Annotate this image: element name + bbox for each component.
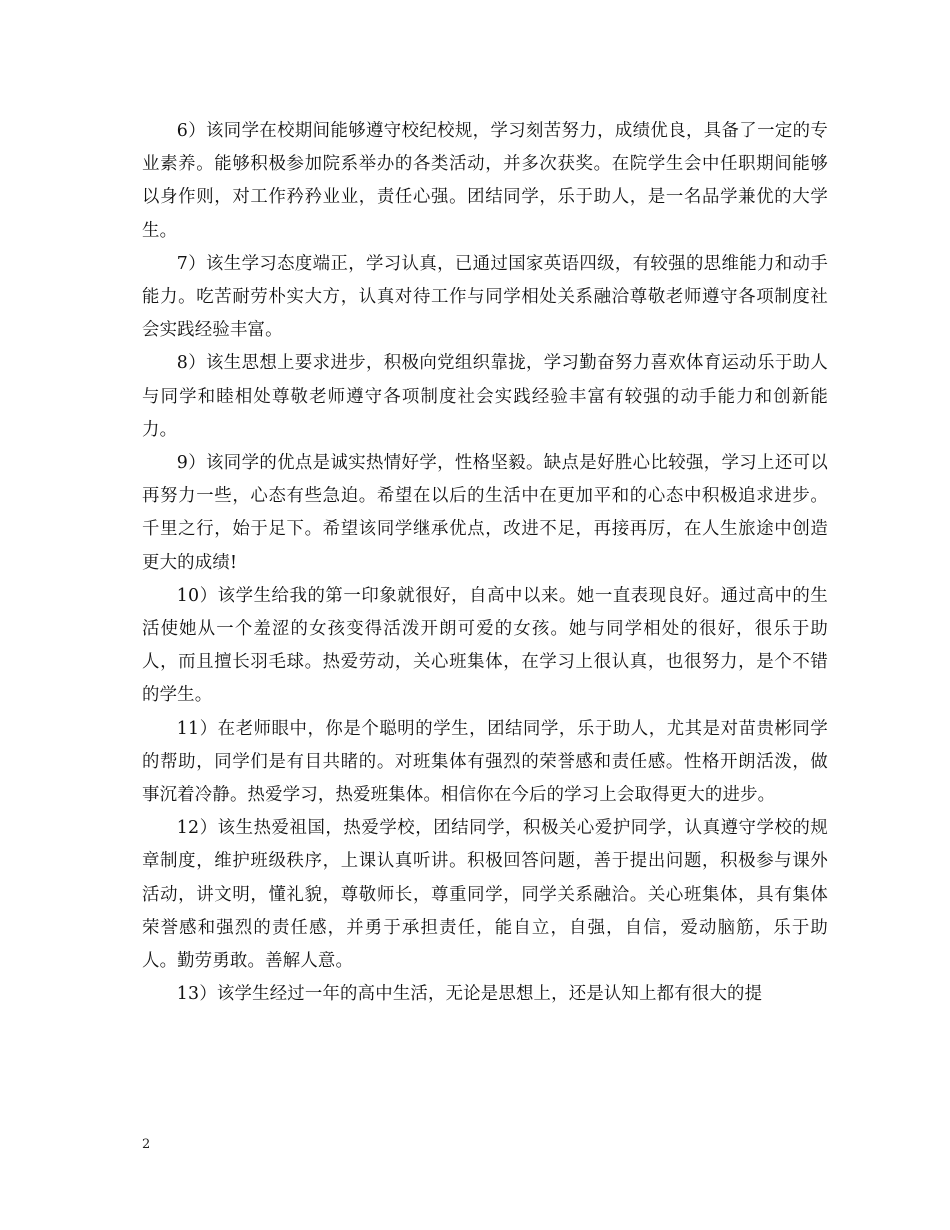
paragraph-11: 11）在老师眼中，你是个聪明的学生，团结同学，乐于助人，尤其是对苗贵彬同学的帮助，同学们是有目共睹的。对班集体有强烈的荣誉感和责任感。性格开朗活泼，做事沉着冷静。热爱学习，热爱班集体。相信你在今后的学习上会取得更大的进步。 [142,718,828,806]
paragraph-10: 10）该学生给我的第一印象就很好，自高中以来。她一直表现良好。通过高中的生活使她从一个羞涩的女孩变得活泼开朗可爱的女孩。她与同学相处的很好，很乐于助人，而且擅长羽毛球。热爱劳动，关心班集体，在学习上很认真，也很努力，是个不错的学生。 [142,585,828,706]
page-number: 2 [142,1137,151,1152]
paragraph-12: 12）该生热爱祖国，热爱学校，团结同学，积极关心爱护同学，认真遵守学校的规章制度，维护班级秩序，上课认真听讲。积极回答问题，善于提出问题，积极参与课外活动，讲文明，懂礼貌，尊敬师长，尊重同学，同学关系融洽。关心班集体，具有集体荣誉感和强烈的责任感，并勇于承担责任，能自立，自强，自信，爱动脑筋，乐于助人。勤劳勇敢。善解人意。 [142,818,828,972]
document-body [142,115,828,1011]
paragraph-6: 6）该同学在校期间能够遵守校纪校规，学习刻苦努力，成绩优良，具备了一定的专业素养。能够积极参加院系举办的各类活动，并多次获奖。在院学生会中任职期间能够以身作则，对工作矜矜业业，责任心强。团结同学，乐于助人，是一名品学兼优的大学生。 [142,121,828,241]
paragraph-13: 13）该学生经过一年的高中生活，无论是思想上，还是认知上都有很大的提 [176,984,763,1005]
paragraph-8: 8）该生思想上要求进步，积极向党组织靠拢，学习勤奋努力喜欢体育运动乐于助人与同学和睦相处尊敬老师遵守各项制度社会实践经验丰富有较强的动手能力和创新能力。 [142,353,828,440]
paragraph-9: 9）该同学的优点是诚实热情好学，性格坚毅。缺点是好胜心比较强，学习上还可以再努力一些，心态有些急迫。希望在以后的生活中在更加平和的心态中积极追求进步。千里之行，始于足下。希望该同学继承优点，改进不足，再接再厉，在人生旅途中创造更大的成绩! [142,453,828,573]
paragraph-7: 7）该生学习态度端正，学习认真，已通过国家英语四级，有较强的思维能力和动手能力。吃苦耐劳朴实大方，认真对待工作与同学相处关系融洽尊敬老师遵守各项制度社会实践经验丰富。 [142,253,828,341]
